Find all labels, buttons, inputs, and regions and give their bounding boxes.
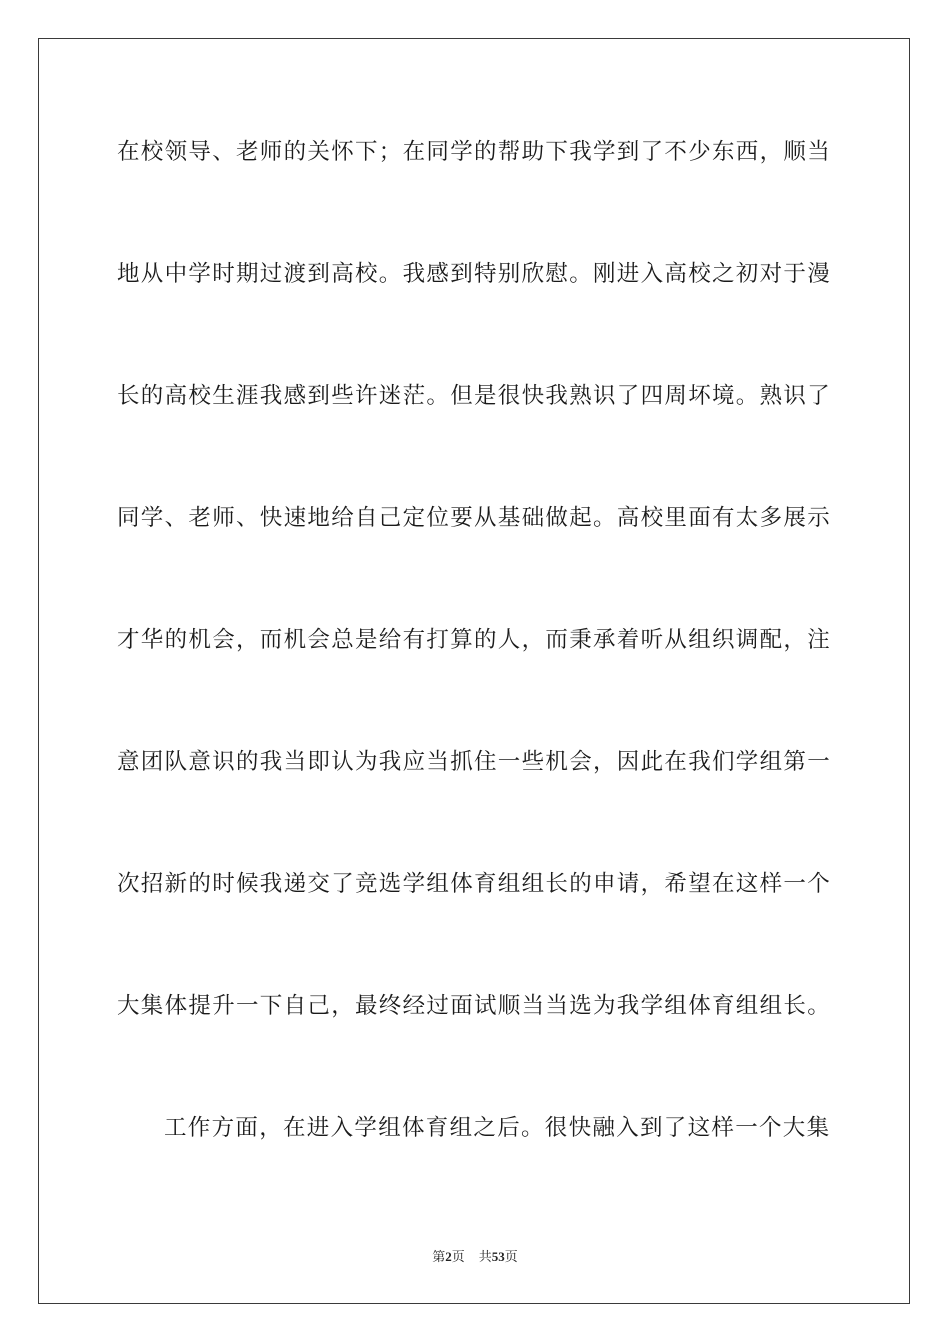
total-suffix: 页 <box>504 1250 518 1265</box>
page-footer <box>0 1248 950 1267</box>
page-number: 2 <box>445 1249 452 1264</box>
paragraph-line-indented: 工作方面，在进入学组体育组之后。很快融入到了这样一个大集 <box>164 1115 831 1141</box>
paragraph-line: 才华的机会，而机会总是给有打算的人，而秉承着听从组织调配，注 <box>117 627 832 653</box>
page-prefix: 第 <box>432 1250 446 1265</box>
total-prefix: 共 <box>478 1250 492 1265</box>
total-pages: 53 <box>491 1249 505 1264</box>
paragraph-line: 在校领导、老师的关怀下；在同学的帮助下我学到了不少东西，顺当 <box>117 139 832 165</box>
paragraph-line: 地从中学时期过渡到高校。我感到特别欣慰。刚进入高校之初对于漫 <box>117 261 832 287</box>
paragraph-line: 同学、老师、快速地给自己定位要从基础做起。高校里面有太多展示 <box>117 505 832 531</box>
paragraph-line: 长的高校生涯我感到些许迷茫。但是很快我熟识了四周坏境。熟识了 <box>117 383 832 409</box>
paragraph-line: 大集体提升一下自己，最终经过面试顺当当选为我学组体育组组长。 <box>117 993 832 1019</box>
paragraph-line: 意团队意识的我当即认为我应当抓住一些机会，因此在我们学组第一 <box>117 749 832 775</box>
page-suffix: 页 <box>451 1250 465 1265</box>
paragraph-line: 次招新的时候我递交了竞选学组体育组组长的申请，希望在这样一个 <box>117 871 832 897</box>
